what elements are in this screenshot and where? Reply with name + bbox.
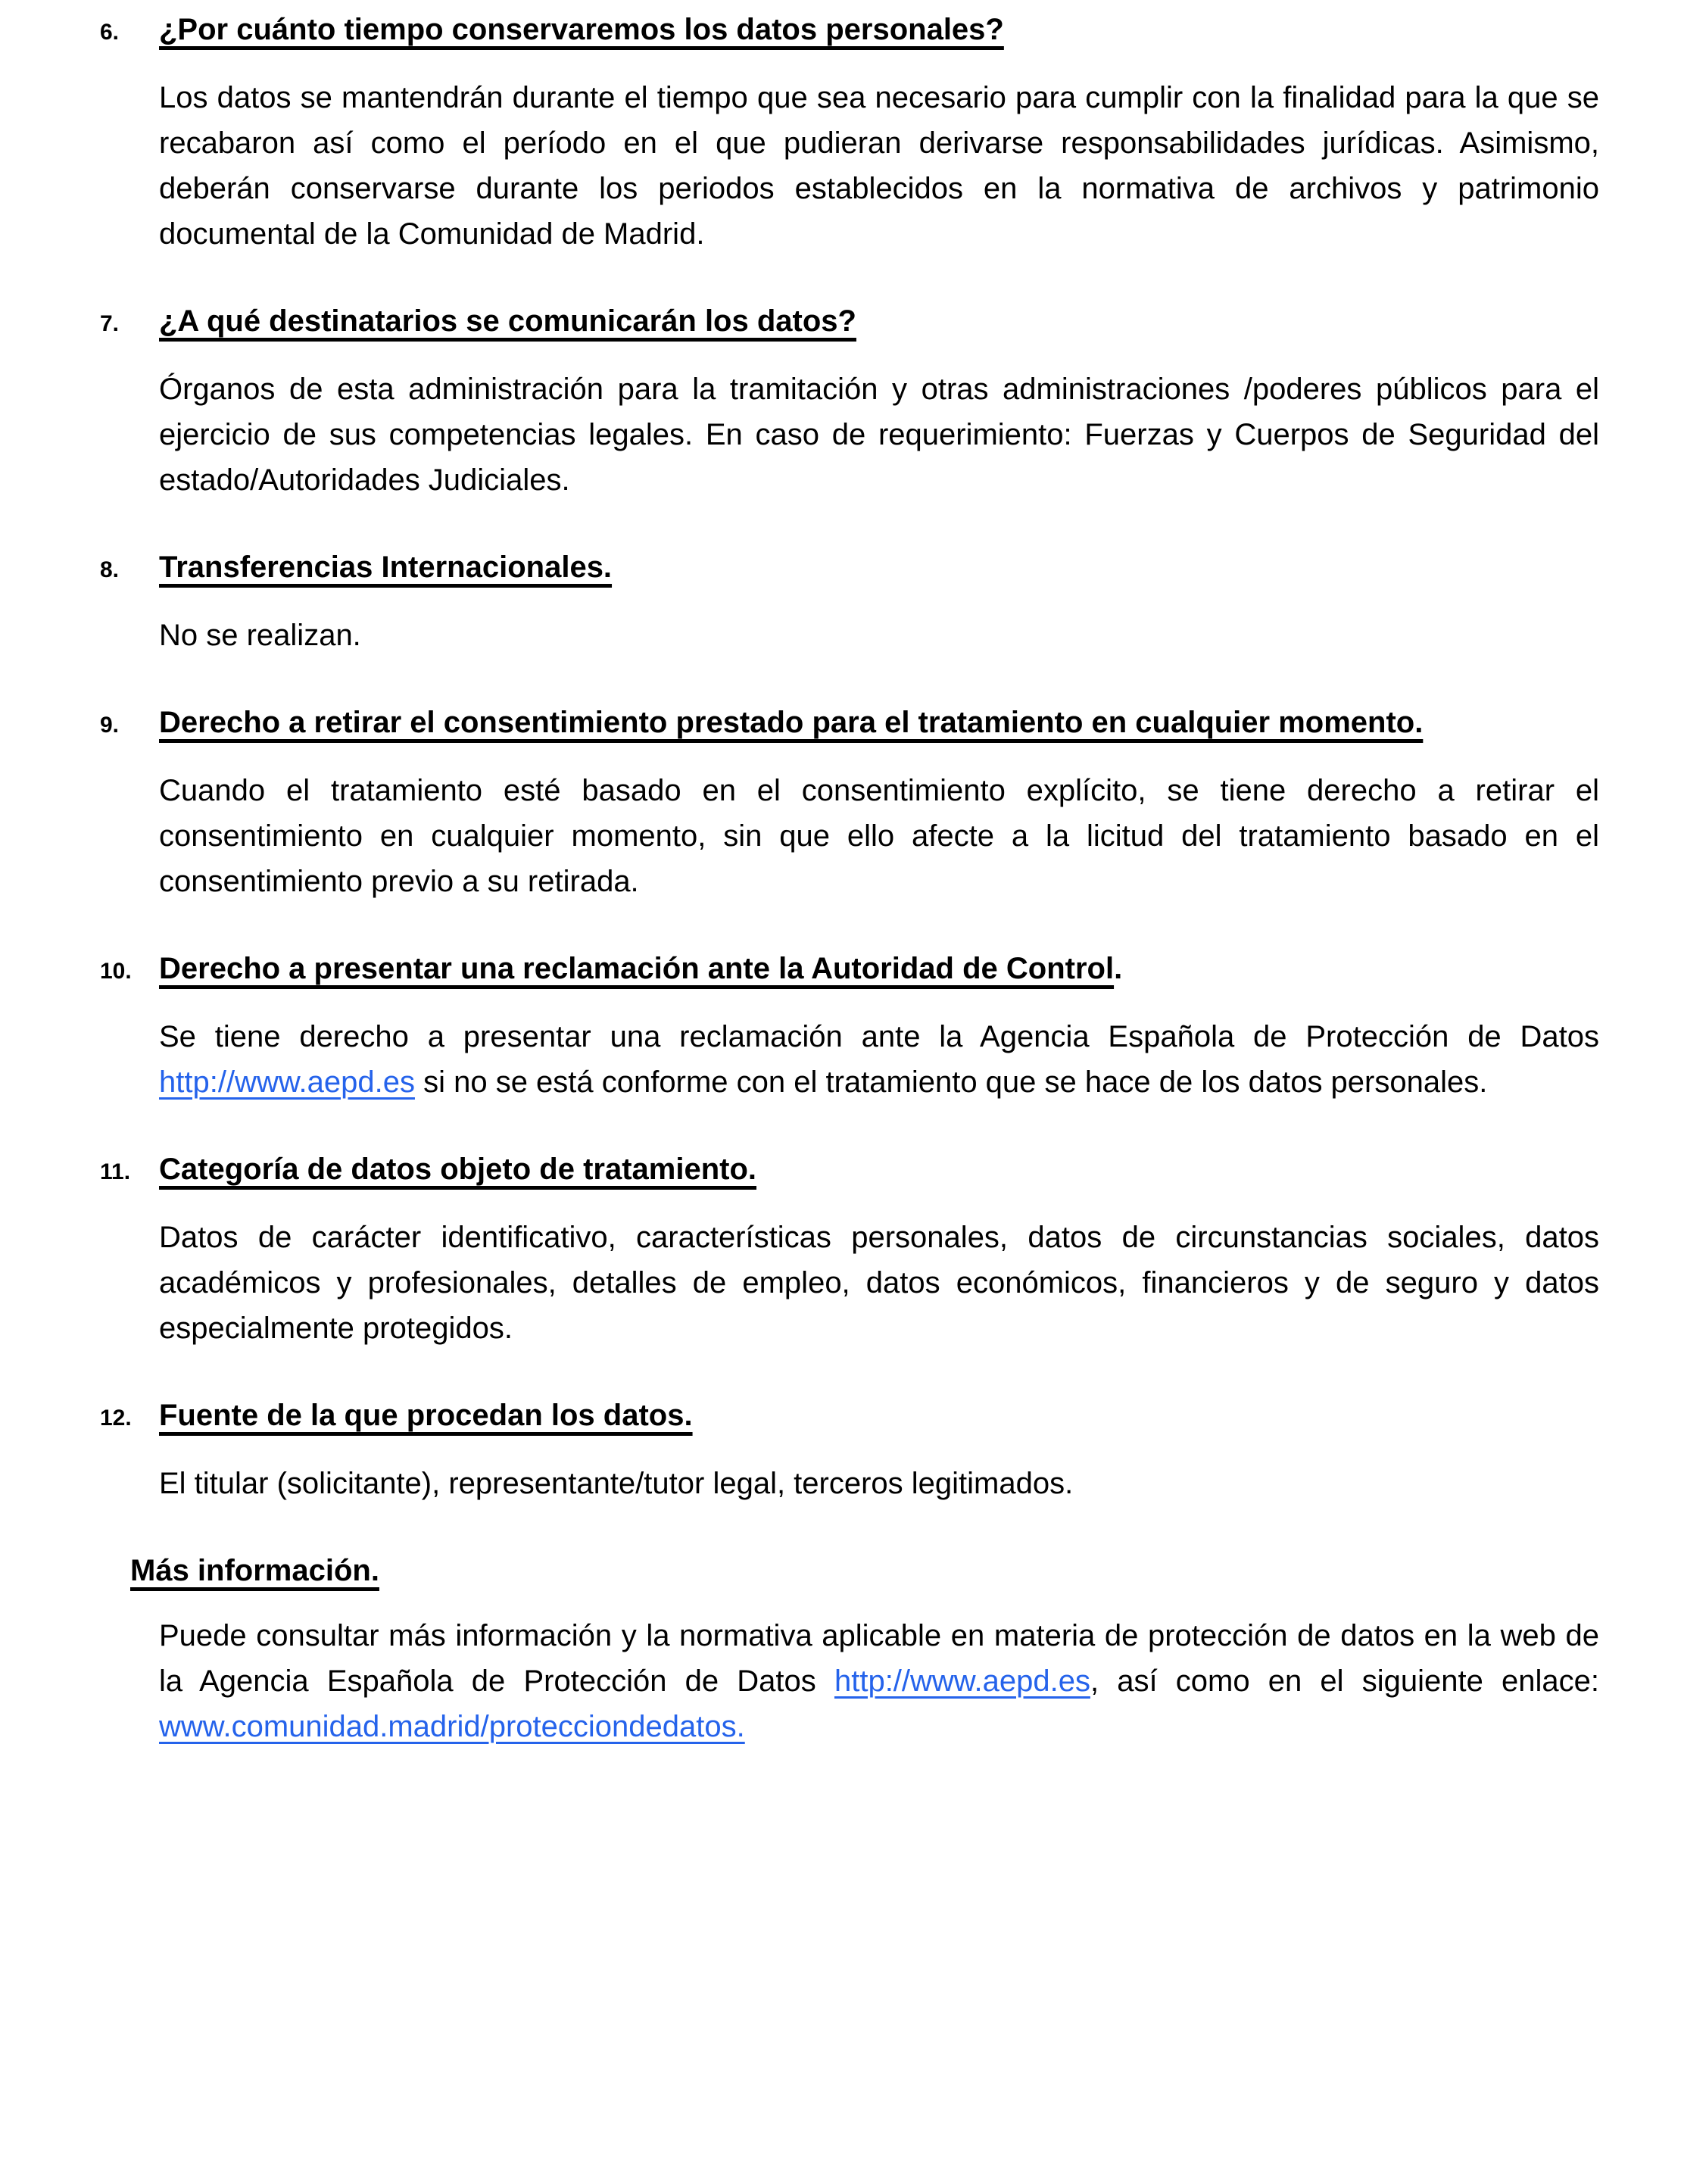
section-7-header	[100, 298, 1599, 347]
section-number: 6.	[100, 20, 120, 45]
section-paragraph: Órganos de esta administración para la tramitación y otras administraciones /poderes públicos para el ejercicio de sus competencias legales. En caso de requerimiento: Fuerzas y Cuerpos de Seguridad del estado/Autoridades Judiciales.	[159, 373, 1599, 497]
section-11	[100, 1147, 1599, 1351]
section-6	[100, 7, 1599, 257]
section-9	[100, 700, 1599, 904]
section-number: 11.	[100, 1159, 131, 1184]
section-number: 9.	[100, 713, 120, 738]
section-paragraph	[159, 1014, 1599, 1105]
paragraph-text: Puede consultar más información y la normativa aplicable en materia de protección de datos en la web de la Agencia Española de Protección de Datos	[159, 1619, 1599, 1698]
section-heading: Categoría de datos objeto de tratamiento.	[159, 1153, 757, 1186]
section-8	[100, 544, 1599, 658]
more-info-paragraph	[159, 1613, 1599, 1749]
section-11-header	[100, 1147, 1599, 1195]
paragraph-text: Se tiene derecho a presentar una reclamación ante la Agencia Española de Protección de Datos	[159, 1020, 1599, 1053]
section-paragraph: Datos de carácter identificativo, características personales, datos de circunstancias sociales, datos académicos y profesionales, detalles de empleo, datos económicos, financieros y de seguro y datos especialmente protegidos.	[159, 1221, 1599, 1345]
section-paragraph: El titular (solicitante), representante/tutor legal, terceros legitimados.	[159, 1467, 1074, 1500]
section-number: 12.	[100, 1406, 132, 1431]
section-heading: ¿A qué destinatarios se comunicarán los datos?	[159, 304, 856, 338]
section-number: 8.	[100, 557, 120, 582]
section-8-header	[100, 544, 1599, 593]
section-10-header	[100, 946, 1599, 994]
section-12	[100, 1393, 1599, 1506]
section-10	[100, 946, 1599, 1105]
section-heading: Derecho a retirar el consentimiento prestado para el tratamiento en cualquier momento.	[159, 706, 1424, 739]
more-info-heading: Más información.	[130, 1554, 379, 1587]
comunidad-madrid-protecciondedatos-link[interactable]: www.comunidad.madrid/protecciondedatos.	[159, 1710, 745, 1743]
more-info-section	[100, 1548, 1599, 1749]
section-9-header	[100, 700, 1599, 748]
section-number: 10.	[100, 959, 132, 984]
section-paragraph: Cuando el tratamiento esté basado en el consentimiento explícito, se tiene derecho a retirar el consentimiento en cualquier momento, sin que ello afecte a la licitud del tratamiento basado en el consentimiento previo a su retirada.	[159, 774, 1599, 898]
section-12-header	[100, 1393, 1599, 1441]
section-heading: Transferencias Internacionales.	[159, 551, 613, 584]
section-heading: ¿Por cuánto tiempo conservaremos los datos personales?	[159, 13, 1004, 46]
paragraph-text: , así como en el siguiente enlace:	[1090, 1665, 1599, 1698]
section-7	[100, 298, 1599, 503]
section-paragraph: Los datos se mantendrán durante el tiempo que sea necesario para cumplir con la finalidad para la que se recabaron así como el período en el que pudieran derivarse responsabilidades jurídicas. Asimismo, deberán conservarse durante los periodos establecidos en la normativa de archivos y patrimonio documental de la Comunidad de Madrid.	[159, 81, 1599, 251]
section-6-header	[100, 7, 1599, 55]
section-heading: Fuente de la que procedan los datos.	[159, 1399, 693, 1432]
section-heading: Derecho a presentar una reclamación ante la Autoridad de Control.	[159, 952, 1123, 985]
paragraph-text: si no se está conforme con el tratamiento que se hace de los datos personales.	[414, 1065, 1488, 1099]
section-paragraph: No se realizan.	[159, 619, 361, 652]
section-number: 7.	[100, 311, 120, 336]
aepd-link[interactable]: http://www.aepd.es	[834, 1665, 1090, 1698]
aepd-link[interactable]: http://www.aepd.es	[159, 1065, 415, 1099]
